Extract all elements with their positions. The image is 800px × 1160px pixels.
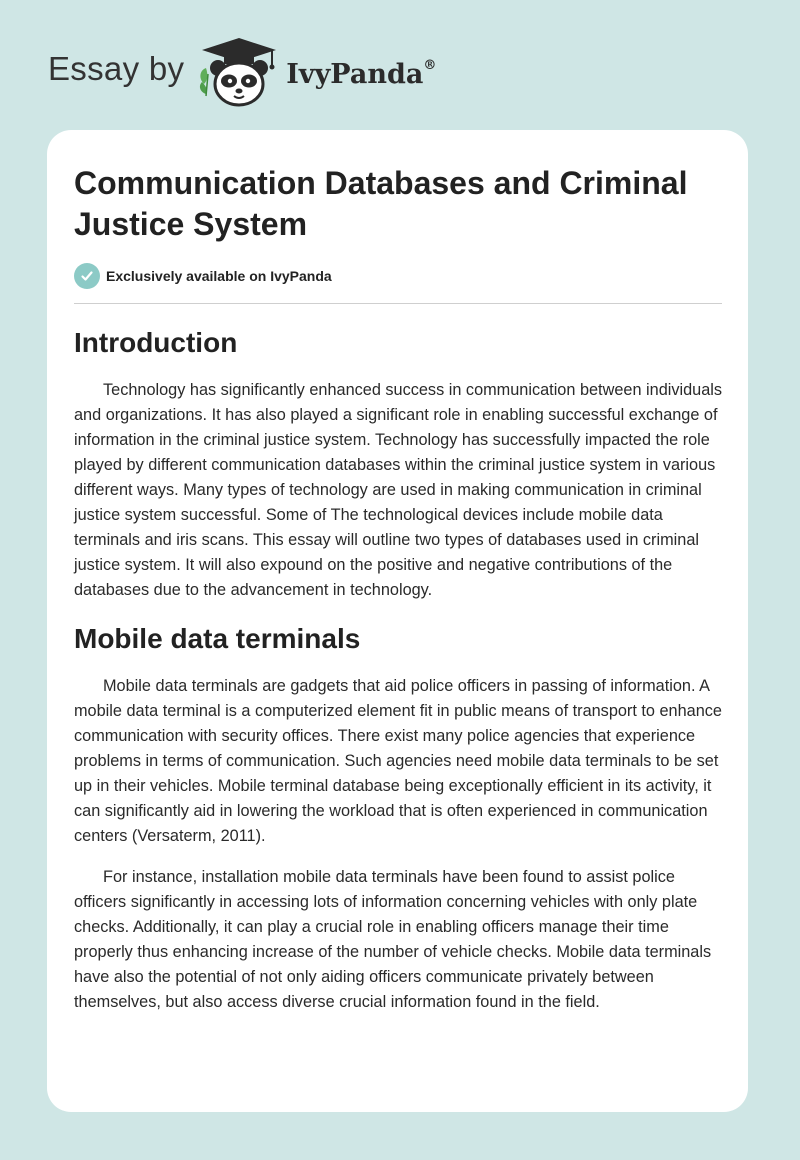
essay-card <box>47 130 748 1112</box>
essay-by-label: Essay by <box>48 50 185 87</box>
panda-graduate-icon[interactable] <box>194 34 284 110</box>
badge-text: Exclusively available on IvyPanda <box>106 268 332 284</box>
brand-name-text: IvyPanda <box>286 58 424 90</box>
check-icon <box>74 263 100 289</box>
paragraph: For instance, installation mobile data terminals have been found to assist police officers significantly in accessing lots of information concerning vehicles with only plate checks. Additionally, it can play a crucial role in enabling officers manage their time properly thus enhancing increase of the number of vehicle checks. Mobile data terminals have also the potential of not only aiding officers communicate privately between themselves, but also access diverse crucial information found in the field. <box>74 868 712 1011</box>
section-heading-mobile-data-terminals: Mobile data terminals <box>74 623 361 654</box>
site-header <box>48 34 436 110</box>
section-heading-introduction: Introduction <box>74 327 238 358</box>
brand-name[interactable] <box>286 59 436 90</box>
paragraph: Technology has significantly enhanced success in communication between individuals and organizations. It has also played a significant role in enabling successful exchange of information in the criminal justice system. Technology has successfully impacted the role played by different communication databases within the criminal justice system in various different ways. Many types of technology are used in making communication in criminal justice system successful. Some of The technological devices include mobile data terminals and iris scans. This essay will outline two types of databases used in criminal justice system. It will also expound on the positive and negative contributions of the databases due to the advancement in technology. <box>74 381 723 599</box>
registered-mark: ® <box>423 57 437 73</box>
page-title: Communication Databases and Criminal Justice System <box>74 165 688 242</box>
essay-content <box>74 323 724 1031</box>
exclusive-badge <box>74 263 332 289</box>
paragraph: Mobile data terminals are gadgets that aid police officers in passing of information. A mobile data terminal is a computerized element fit in public means of transport to enhance communication with security offices. There exist many police agencies that experience problems in terms of communication. Such agencies need mobile data terminals to be set up in their vehicles. Mobile terminal database being exceptionally efficient in its activity, it can significantly aid in lowering the workload that is often experienced in communication centers (Versaterm, 2011). <box>74 677 722 845</box>
divider <box>74 303 722 304</box>
